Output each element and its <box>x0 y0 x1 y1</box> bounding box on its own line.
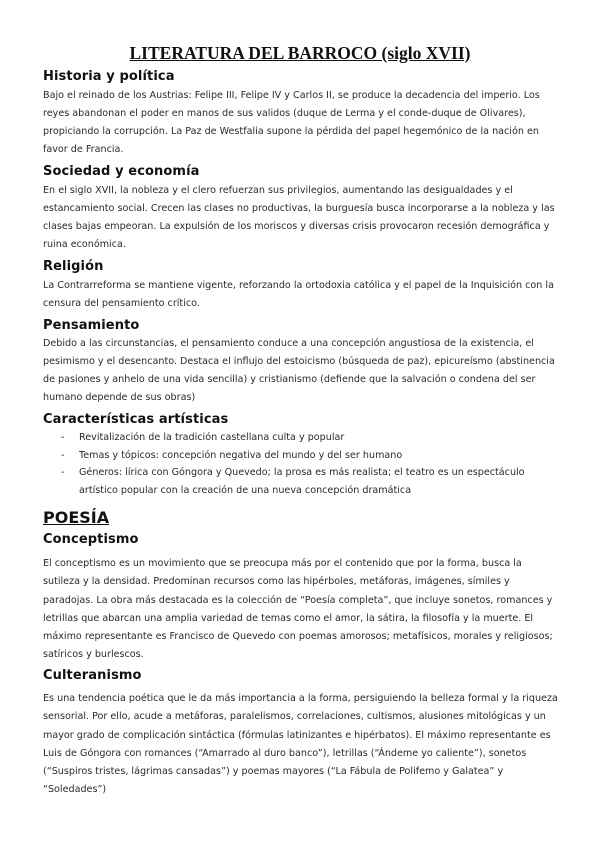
paragraph-pensamiento: Debido a las circunstancias, el pensamiento conduce a una concepción angustiosa de la existencia, el pesimismo y el desencanto. Destaca el influjo del estoicismo (búsqueda de paz), epicureísmo (abstinencia de pasiones y anhelo de una vida sencilla) y cristianismo (defiende que la salvación o condena del ser humano depende de sus obras) <box>43 338 555 403</box>
list-item-text: Géneros: lírica con Góngora y Quevedo; la prosa es más realista; el teatro es un espectáculo artístico popular con la creación de una nueva concepción dramática <box>79 467 525 496</box>
page-title: LITERATURA DEL BARROCO (siglo XVII) <box>129 43 471 63</box>
heading-sociedad: Sociedad y economía <box>43 164 200 179</box>
heading-caracteristicas: Características artísticas <box>43 412 229 427</box>
heading-conceptismo: Conceptismo <box>43 532 139 547</box>
list-item: - Temas y tópicos: concepción negativa del mundo y del ser humano <box>61 449 403 461</box>
paragraph-historia: Bajo el reinado de los Austrias: Felipe III, Felipe IV y Carlos II, se produce la decadencia del imperio. Los reyes abandonan el poder en manos de sus validos (duque de Lerma y el conde-duque de Olivares), propiciando la corrupción. La Paz de Westfalia supone la pérdida del papel hegemónico de la nación en favor de Francia. <box>43 90 540 155</box>
heading-culteranismo: Culteranismo <box>43 668 142 683</box>
caracteristicas-list <box>43 429 563 499</box>
list-item: - Revitalización de la tradición castellana culta y popular <box>61 432 345 443</box>
paragraph-religion: La Contrarreforma se mantiene vigente, reforzando la ortodoxia católica y el papel de la Inquisición con la censura del pensamiento crítico. <box>43 280 554 309</box>
list-item: - Géneros: lírica con Góngora y Quevedo; la prosa es más realista; el teatro es un espectáculo artístico popular con la creación de una nueva concepción dramática <box>61 467 525 496</box>
paragraph-sociedad: En el siglo XVII, la nobleza y el clero refuerzan sus privilegios, aumentando las desigualdades y el estancamiento social. Crecen las clases no productivas, la burguesía busca incorporarse a la nobleza y las clases bajas empeoran. La expulsión de los moriscos y diversas crisis provocaron recesión demográfica y ruina económica. <box>43 185 555 250</box>
paragraph-conceptismo: El conceptismo es un movimiento que se preocupa más por el contenido que por la forma, busca la sutileza y la densidad. Predominan recursos como las hipérboles, metáforas, imágenes, símiles y paradojas. La obra más destacada es la colección de “Poesía completa”, que incluye sonetos, romances y letrillas que abarcan una amplia variedad de temas como el amor, la sátira, la filosofía y la muerte. El máximo representante es Francisco de Quevedo con poemas amorosos; metafísicos, morales y religiosos; satíricos y burlescos. <box>43 558 553 661</box>
heading-historia: Historia y política <box>43 69 175 84</box>
heading-religion: Religión <box>43 259 104 274</box>
list-item-text: Temas y tópicos: concepción negativa del mundo y del ser humano <box>79 449 403 461</box>
list-item-text: Revitalización de la tradición castellana culta y popular <box>79 432 345 443</box>
heading-pensamiento: Pensamiento <box>43 318 140 333</box>
paragraph-culteranismo: Es una tendencia poética que le da más importancia a la forma, persiguiendo la belleza formal y la riqueza sensorial. Por ello, acude a metáforas, paralelismos, correlaciones, cultismos, alusiones mitológicas y un mayor grado de complicación sintáctica (fórmulas latinizantes e hipérbatos). El máximo representante es Luis de Góngora con romances (“Amarrado al duro banco”), letrillas (“Ándeme yo caliente”), sonetos (“Suspiros tristes, lágrimas cansadas”) y poemas mayores (“La Fábula de Polifemo y Galatea” y “Soledades”) <box>43 693 558 796</box>
heading-poesia: POESÍA <box>43 508 110 527</box>
